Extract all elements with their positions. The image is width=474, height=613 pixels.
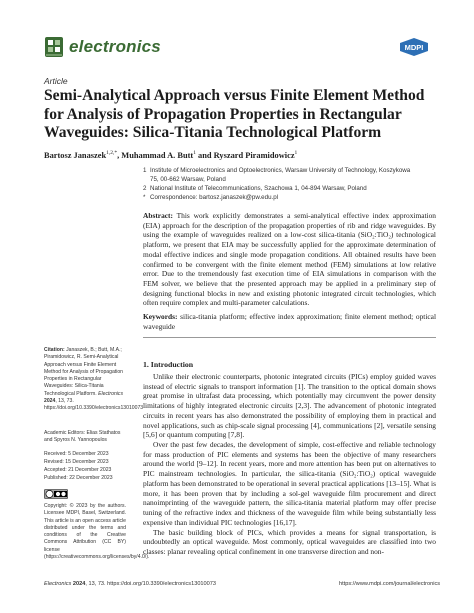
author-separator: and [195, 150, 214, 160]
abstract-text: This work explicitly demonstrates a semi-analytical effective index approximation (EIA) approach for the description of the propagation properties of rib and ridge waveguides. By using the example of waveguides realized on a low-cost silica-titania (SiO₂:TiO₂) technological platform, we present that EIA may be successfully applied for the approximate determination of modal effective indices and single mode propagation conditions. All obtained results have been confirmed to be convergent with the finite element method (FEM) simulations at low relative error. Due to the tremendously fast execution time of EIA simulations in comparison with the FEM solver, we believe that the presented approach may be applied in a preliminary step of designing functional blocks in new and existing photonic integrated circuit technologies, which often require complex and multi-parameter calculations. [143, 211, 437, 308]
author-name[interactable]: Muhammad A. Butt [121, 150, 194, 160]
keywords-label: Keywords: [143, 312, 178, 321]
paper-title: Semi-Analytical Approach versus Finite Element Method for Analysis of Propagation Properties in Rectangular Waveguides: Silica-Titania Technological Platform [44, 87, 425, 141]
journal-name[interactable]: electronics [69, 37, 161, 56]
paragraph: Unlike their electronic counterparts, photonic integrated circuits (PICs) employ guided waves instead of electric signals to transport information [1]. The transition to the optical domain shows great promise in ultrafast data processing, which potentially may circumvent the power density limitations of highly integrated electronic circuits [2,3]. The advancement of photonic integrated circuits in recent years has also demonstrated the possibility of employing them in practical and novel applications, such as chip-scale signal processing [4], communications [2], versatile sensing [5,6] or quantum computing [7,8]. [143, 372, 436, 440]
affiliation-mark: 1 [143, 167, 147, 174]
received-date: Received: 5 December 2023 [44, 451, 109, 457]
citation-text: Janaszek, B.; Butt, M.A.; Piramidowicz, R. Semi-Analytical Approach versus Finite Element Method for Analysis of Propagation Properties in Rectangular Waveguides: Silica-Titania Technological Platform. [44, 347, 124, 397]
keywords [143, 312, 436, 331]
citation-label: Citation: [44, 347, 65, 353]
citation-year: 2024 [44, 397, 56, 404]
copyright-notice: Copyright: © 2023 by the authors. Licensee MDPI, Basel, Switzerland. This article is an open access article distributed under the terms and conditions of the Creative Commons Attribution (CC BY) license (https://creativecommons.org/licenses/by/4.0/). [44, 503, 150, 560]
paragraph: The basic building block of PICs, which provides a means for signal transportation, is undoubtedly an optical waveguide. Most commonly, optical waveguides are classified into two classes: planar revealing optical confinement in one transverse direction and non- [143, 527, 436, 556]
footer-year: 2024 [72, 581, 86, 587]
footer-doi[interactable]: , 13, 73. https://doi.org/10.3390/electronics13010073 [85, 581, 216, 587]
author-separator: , [117, 150, 122, 160]
paragraph: Over the past few decades, the development of simple, cost-effective and reliable technology for mass production of PIC elements and systems has been the objective of many researchers around the world [9–12]. In recent years, more and more attention has been put on alternatives to PIC mainstream technologies. In particular, the silica-titania (SiO₂:TiO₂) optical waveguide platform has been demonstrated to be operational in several practical applications [13–15]. What is more, it has been proven that by including a sol-gel waveguide film procurement and direct nanoimprinting of the waveguide pattern, the silica-titania material platform may offer precise tuning of the refractive index and thickness of the waveguide film while being substantially less expensive than individual PIC technologies [16,17]. [143, 440, 436, 527]
publisher-name: MDPI [404, 43, 424, 52]
revised-date: Revised: 15 December 2023 [44, 459, 109, 465]
affiliation-text: National Institute of Telecommunications, Szachowa 1, 04-894 Warsaw, Poland [150, 185, 367, 192]
affiliation-mark: 2 [143, 185, 147, 192]
correspondence-email[interactable]: Correspondence: bartosz.janaszek@pw.edu.pl [150, 194, 279, 201]
author-name[interactable]: Bartosz Janaszek [44, 150, 107, 160]
section-heading: 1. Introduction [143, 360, 194, 369]
abstract [143, 211, 436, 308]
footer-citation [44, 581, 216, 587]
author-affiliation-mark: 1 [294, 150, 298, 156]
mdpi-logo-icon[interactable] [397, 37, 431, 57]
affiliation-item [143, 194, 433, 203]
introduction-body [143, 372, 436, 557]
citation-journal: Electronics [98, 390, 124, 397]
keywords-text: silica-titania platform; effective index approximation; finite element method; optical waveguide [143, 312, 436, 331]
affiliation-item [143, 167, 433, 184]
accepted-date: Accepted: 21 December 2023 [44, 467, 112, 473]
author-list [44, 150, 297, 160]
author-affiliation-mark: 1 [193, 150, 196, 156]
affiliation-text: Institute of Microelectronics and Optoelectronics, Warsaw University of Technology, Koszykowa 75, 00-662 Warsaw, Poland [150, 167, 411, 183]
journal-logo-icon [44, 36, 64, 58]
cc-by-license-icon[interactable] [44, 489, 68, 499]
academic-editors: Academic Editors: Elias Stathatos and Spyros N. Yannopoulos [44, 430, 121, 444]
section-divider [143, 337, 436, 338]
citation-doi[interactable]: , 13, 73. https://doi.org/10.3390/electronics13010073 [44, 397, 144, 411]
affiliation-item [143, 185, 433, 194]
journal-url[interactable]: https://www.mdpi.com/journal/electronics [339, 581, 441, 587]
citation-block [44, 347, 144, 412]
abstract-label: Abstract: [143, 211, 173, 220]
footer-journal: Electronics [44, 581, 72, 587]
article-type: Article [44, 76, 68, 86]
affiliation-mark: * [143, 194, 146, 201]
author-affiliation-mark: 1,2,* [106, 150, 118, 156]
author-name[interactable]: Ryszard Piramidowicz [213, 150, 295, 160]
published-date: Published: 22 December 2023 [44, 475, 113, 481]
